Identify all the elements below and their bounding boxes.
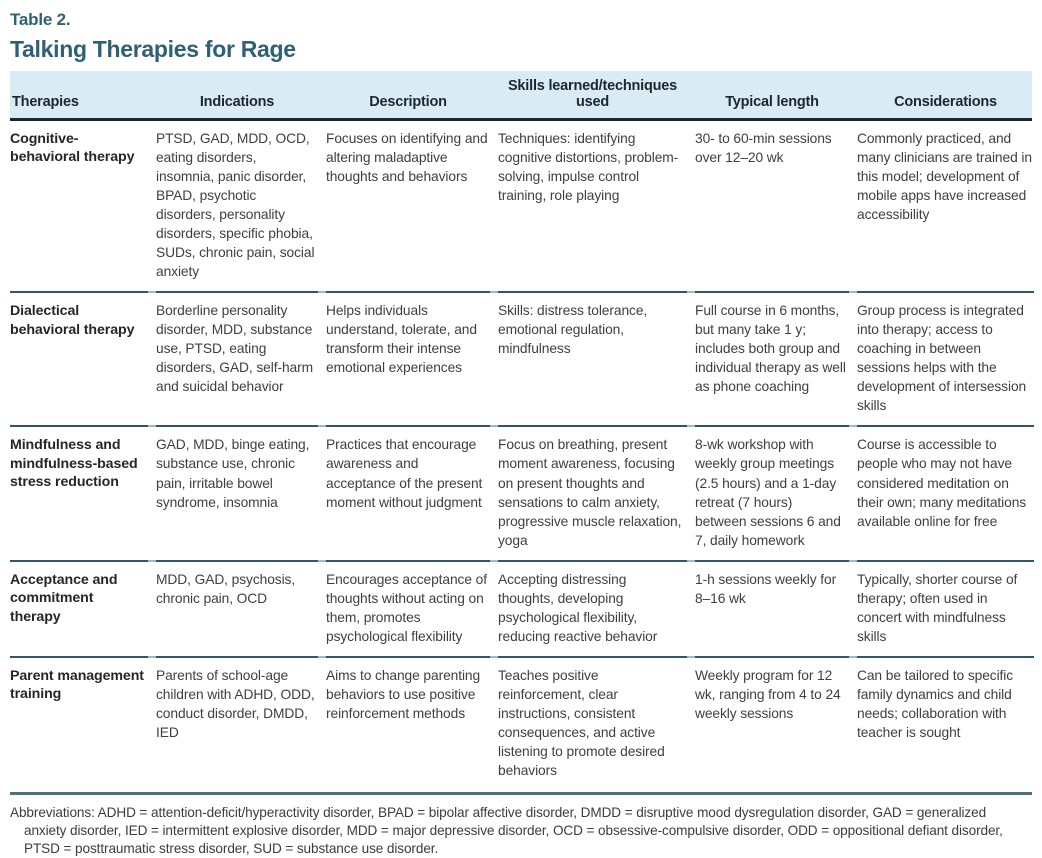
- description-cell: Practices that encourage awareness and acceptance of the present moment without judgment: [326, 437, 483, 510]
- skills-cell: Teaches positive reinforcement, clear instructions, consistent consequences, and active listening to promote desired behaviors: [498, 667, 665, 778]
- col-header-considerations: Considerations: [894, 94, 997, 111]
- skills-cell: Techniques: identifying cognitive distortions, problem-solving, impulse control training, role playing: [498, 131, 679, 204]
- length-cell: Weekly program for 12 wk, ranging from 4 to 24 weekly sessions: [695, 667, 841, 721]
- considerations-cell: Typically, shorter course of therapy; often used in concert with mindfulness skills: [857, 571, 1018, 644]
- therapies-table: [10, 71, 1032, 790]
- table-row-dbt: [10, 293, 1032, 425]
- col-header-skills: Skills learned/techniques used: [507, 77, 678, 111]
- skills-cell: Skills: distress tolerance, emotional regulation, mindfulness: [498, 303, 648, 357]
- bottom-rule: [10, 792, 1032, 795]
- description-cell: Helps individuals understand, tolerate, and transform their intense emotional experiences: [326, 303, 477, 376]
- indications-cell: MDD, GAD, psychosis, chronic pain, OCD: [156, 571, 296, 606]
- therapy-name: Parent management training: [10, 667, 144, 703]
- indications-cell: GAD, MDD, binge eating, substance use, chronic pain, irritable bowel syndrome, insomnia: [156, 437, 310, 510]
- length-cell: 1-h sessions weekly for 8–16 wk: [695, 571, 837, 606]
- therapy-name: Acceptance and commitment therapy: [10, 571, 118, 625]
- table-title: Talking Therapies for Rage: [10, 36, 296, 62]
- length-cell: 30- to 60-min sessions over 12–20 wk: [695, 131, 832, 166]
- table-label: Table 2.: [10, 10, 71, 29]
- indications-cell: Parents of school-age children with ADHD, ODD, conduct disorder, DMDD, IED: [156, 667, 315, 740]
- description-cell: Focuses on identifying and altering maladaptive thoughts and behaviors: [326, 131, 488, 185]
- therapy-name: Dialectical behavioral therapy: [10, 303, 135, 338]
- length-cell: 8-wk workshop with weekly group meetings (2.5 hours) and a 1-day retreat (7 hours) between sessions 6 and 7, daily homework: [695, 437, 841, 548]
- table-row-act: [10, 562, 1032, 656]
- table-row-pmt: [10, 658, 1032, 790]
- indications-cell: Borderline personality disorder, MDD, substance use, PTSD, eating disorders, GAD, self-harm and suicidal behavior: [156, 303, 313, 395]
- skills-cell: Accepting distressing thoughts, developing psychological flexibility, reducing reactive behavior: [498, 571, 658, 644]
- length-cell: Full course in 6 months, but many take 1 y; includes both group and individual therapy as well as phone coaching: [695, 303, 846, 395]
- considerations-cell: Course is accessible to people who may not have considered meditation on their own; many meditations available online for free: [857, 437, 1027, 529]
- indications-cell: PTSD, GAD, MDD, OCD, eating disorders, insomnia, panic disorder, BPAD, psychotic disorders, personality disorders, specific phobia, SUDs, chronic pain, social anxiety: [156, 131, 315, 280]
- considerations-cell: Can be tailored to specific family dynamics and child needs; collaboration with teacher is sought: [857, 667, 1014, 740]
- table-row-mindfulness: [10, 427, 1032, 559]
- description-cell: Aims to change parenting behaviors to use positive reinforcement methods: [326, 667, 481, 721]
- table-row-cbt: [10, 121, 1032, 291]
- description-cell: Encourages acceptance of thoughts without acting on them, promotes psychological flexibility: [326, 571, 487, 644]
- col-header-description: Description: [369, 94, 447, 111]
- therapy-name: Mindfulness and mindfulness-based stress reduction: [10, 437, 138, 491]
- considerations-cell: Commonly practiced, and many clinicians are trained in this model; development of mobile apps have increased accessibility: [857, 131, 1032, 223]
- therapy-name: Cognitive-behavioral therapy: [10, 131, 135, 166]
- skills-cell: Focus on breathing, present moment awareness, focusing on present thoughts and sensations to calm anxiety, progressive muscle relaxation, yoga: [498, 437, 682, 548]
- col-header-typical-length: Typical length: [725, 94, 819, 111]
- col-header-indications: Indications: [199, 94, 275, 111]
- abbreviations-footnote: Abbreviations: ADHD = attention-deficit/hyperactivity disorder, BPAD = bipolar affective disorder, DMDD = disruptive mood dysregulation disorder, GAD = generalized anxiety disorder, IED = intermittent explosive disorder, MDD = major depressive disorder, OCD = obsessive-compulsive disorder, ODD = oppositional defiant disorder, PTSD = posttraumatic stress disorder, SUD = substance use disorder.: [10, 804, 1003, 856]
- col-header-therapies: Therapies: [12, 94, 79, 111]
- considerations-cell: Group process is integrated into therapy; access to coaching in between sessions helps with the development of intersession skills: [857, 303, 1027, 414]
- table-header-row: [10, 71, 1032, 118]
